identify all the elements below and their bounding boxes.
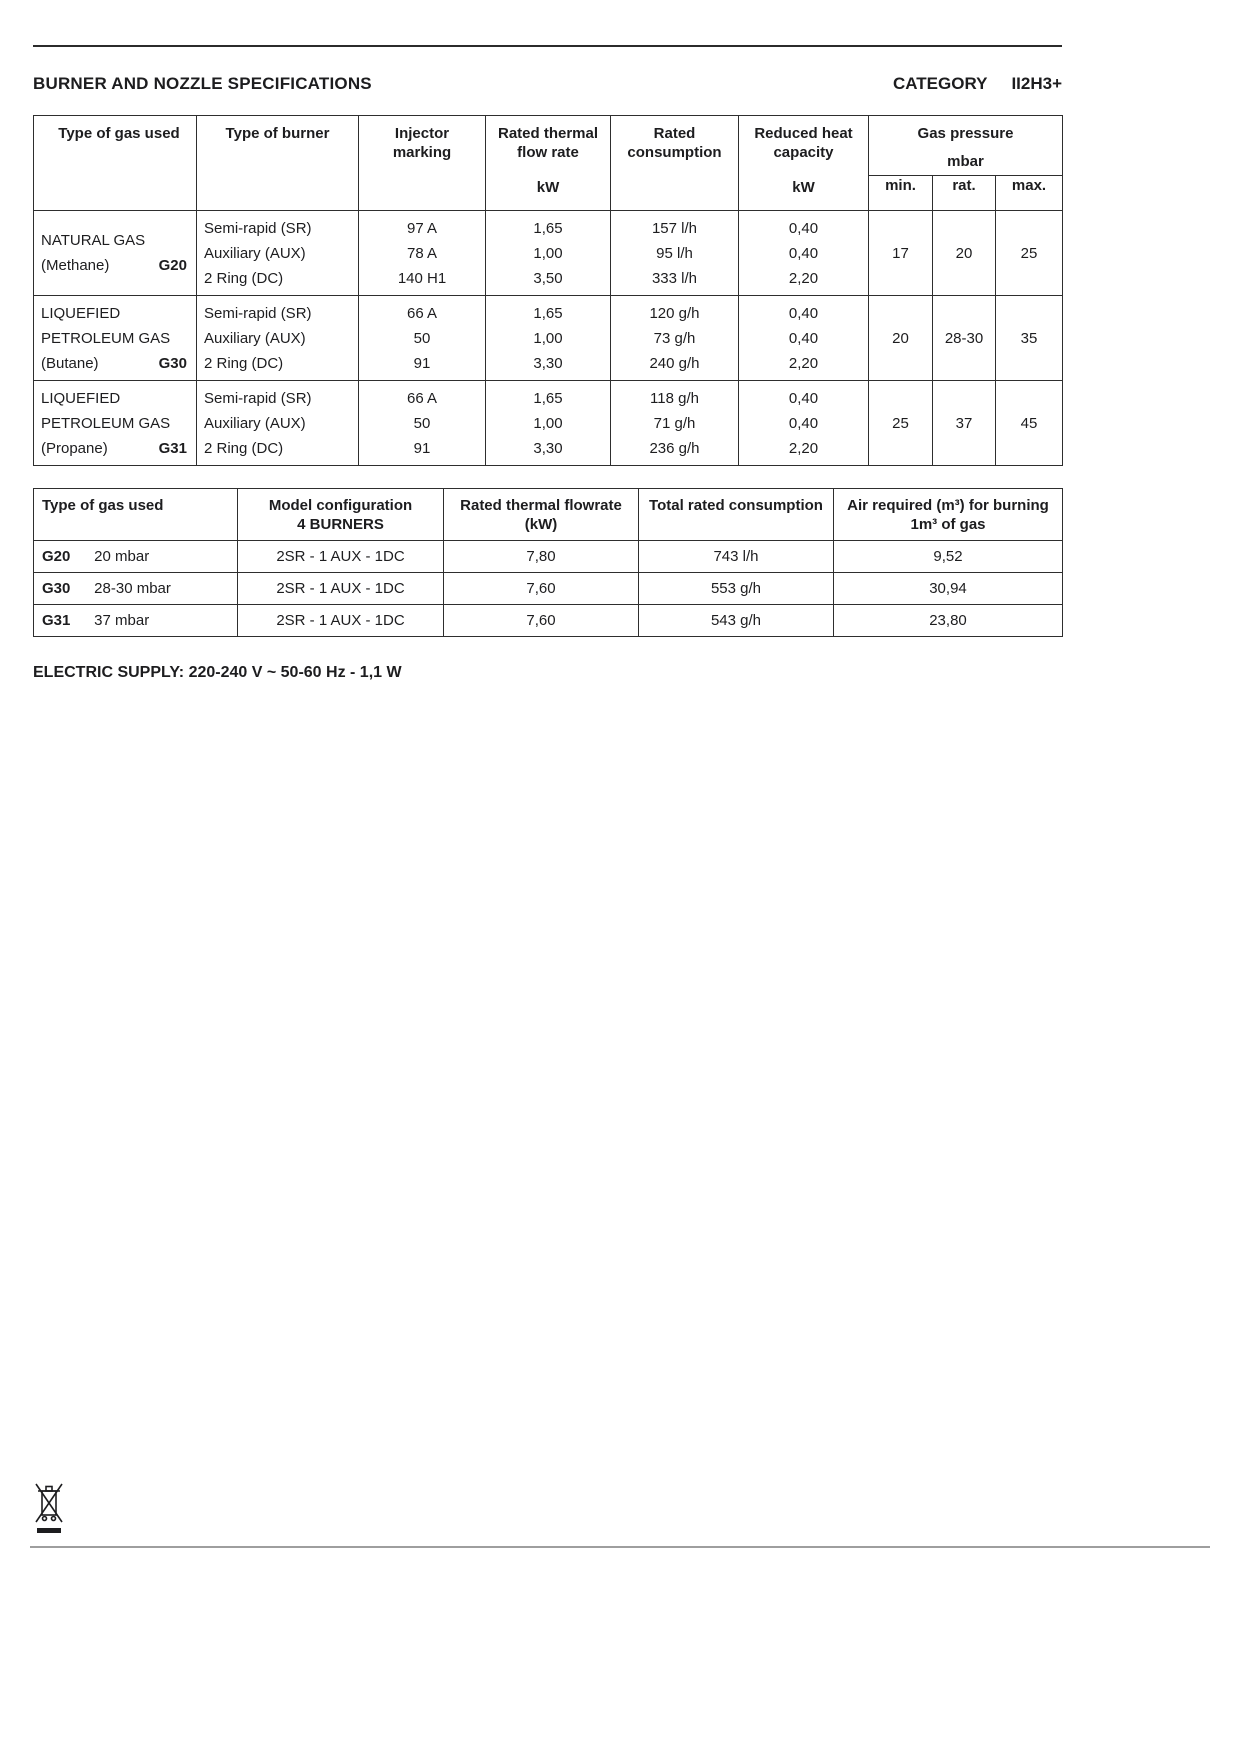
header-line: Model configuration	[268, 497, 413, 514]
col-header-flow-lines	[486, 116, 610, 180]
reduced-capacity-cell	[739, 211, 869, 296]
gas-type-cell	[34, 211, 197, 296]
header-line: Air required (m³) for burning	[847, 497, 1049, 514]
model-consumption-cell: 543 g/h	[639, 605, 834, 637]
consumption-value: 118 g/h	[650, 389, 699, 407]
burner-line: 2 Ring (DC)	[204, 269, 284, 287]
reduced-value: 2,20	[788, 354, 819, 372]
header-line: (kW)	[524, 516, 558, 533]
gas-code: G31	[42, 612, 71, 629]
reduced-capacity-cell	[739, 296, 869, 381]
spec-row-g31	[34, 381, 1063, 466]
reduced-unit-label: kW	[792, 179, 815, 196]
col-header-gas: Type of gas used	[34, 489, 238, 541]
injector-value: 78 A	[406, 244, 438, 262]
reduced-value: 2,20	[788, 439, 819, 457]
burner-spec-table	[33, 115, 1063, 466]
col-header-air	[834, 489, 1063, 541]
model-gas-cell	[34, 573, 238, 605]
consumption-value: 236 g/h	[649, 439, 700, 457]
gas-code: G30	[42, 580, 71, 597]
header-line: Injector	[394, 125, 450, 142]
model-row-g30	[34, 573, 1063, 605]
reduced-value: 0,40	[788, 244, 819, 262]
model-flow-cell: 7,80	[444, 541, 639, 573]
col-header-config	[238, 489, 444, 541]
burner-type-cell	[197, 381, 359, 466]
col-header-reduced	[739, 116, 869, 211]
model-gas-cell	[34, 605, 238, 637]
consumption-value: 71 g/h	[653, 414, 696, 432]
reduced-value: 0,40	[788, 414, 819, 432]
pressure-label: Gas pressure	[917, 125, 1014, 142]
consumption-value: 240 g/h	[649, 354, 700, 372]
gas-code: G31	[158, 439, 187, 457]
burner-line: Semi-rapid (SR)	[204, 304, 312, 322]
gas-code-line	[41, 351, 187, 376]
flow-value: 1,65	[533, 389, 563, 407]
pressure-min-cell: 20	[869, 296, 933, 381]
col-header-min: min.	[869, 176, 933, 211]
injector-marking-cell	[359, 381, 486, 466]
col-header-rat: rat.	[933, 176, 996, 211]
gas-name-line: LIQUEFIED	[41, 304, 121, 322]
gas-code: G30	[158, 354, 187, 372]
burner-line: Auxiliary (AUX)	[204, 244, 306, 262]
consumption-cell	[611, 211, 739, 296]
col-header-reduced-lines	[739, 116, 868, 180]
reduced-value: 0,40	[788, 329, 819, 347]
consumption-cell	[611, 381, 739, 466]
gas-pressure: 20 mbar	[94, 548, 150, 565]
consumption-value: 333 l/h	[651, 269, 698, 287]
col-header-max: max.	[996, 176, 1063, 211]
pressure-unit-label: mbar	[947, 153, 984, 170]
thermal-flow-cell	[486, 381, 611, 466]
injector-value: 91	[413, 354, 431, 372]
gas-name-line: NATURAL GAS	[41, 232, 146, 249]
injector-marking-cell	[359, 211, 486, 296]
pressure-rat-cell: 37	[933, 381, 996, 466]
col-header-burner: Type of burner	[197, 116, 359, 211]
injector-marking-cell	[359, 296, 486, 381]
model-row-g31	[34, 605, 1063, 637]
model-config-table	[33, 488, 1063, 637]
header-line: Rated thermal	[497, 125, 599, 142]
model-air-cell: 23,80	[834, 605, 1063, 637]
consumption-value: 95 l/h	[656, 244, 693, 262]
thermal-flow-cell	[486, 296, 611, 381]
reduced-value: 0,40	[788, 389, 819, 407]
pressure-min-cell: 17	[869, 211, 933, 296]
category-label: CATEGORY	[892, 74, 988, 93]
page-header	[33, 74, 1062, 94]
burner-line: Semi-rapid (SR)	[204, 219, 312, 237]
weee-crossed-bin-icon	[34, 1480, 64, 1536]
gas-pressure: 28-30 mbar	[94, 580, 171, 597]
flow-value: 1,65	[533, 219, 563, 237]
reduced-value: 0,40	[788, 304, 819, 322]
burner-line: Auxiliary (AUX)	[204, 414, 306, 432]
bottom-rule	[30, 1546, 1210, 1548]
model-config-cell: 2SR - 1 AUX - 1DC	[238, 541, 444, 573]
pressure-max-cell: 45	[996, 381, 1063, 466]
gas-name-line: LIQUEFIED	[41, 389, 121, 407]
header-line: Reduced heat	[754, 125, 853, 142]
burner-line: 2 Ring (DC)	[204, 354, 284, 372]
flow-value: 1,00	[533, 244, 563, 262]
spec-header-row	[34, 116, 1063, 176]
injector-value: 97 A	[406, 219, 438, 237]
model-flow-cell: 7,60	[444, 573, 639, 605]
consumption-cell	[611, 296, 739, 381]
col-header-flow	[486, 116, 611, 211]
gas-pressure: 37 mbar	[94, 612, 150, 629]
header-line: capacity	[773, 144, 834, 161]
header-line: 1m³ of gas	[910, 516, 986, 533]
col-header-total-consumption: Total rated consumption	[639, 489, 834, 541]
model-config-cell: 2SR - 1 AUX - 1DC	[238, 573, 444, 605]
injector-value: 50	[413, 329, 431, 347]
spec-row-g20	[34, 211, 1063, 296]
gas-name-line: PETROLEUM GAS	[41, 329, 171, 347]
burner-line: Auxiliary (AUX)	[204, 329, 306, 347]
reduced-value: 0,40	[788, 219, 819, 237]
page-content	[33, 0, 1062, 682]
header-line: flow rate	[517, 144, 579, 161]
page-title: BURNER AND NOZZLE SPECIFICATIONS	[33, 74, 372, 93]
injector-value: 66 A	[406, 304, 438, 322]
model-config-cell: 2SR - 1 AUX - 1DC	[238, 605, 444, 637]
pressure-max-cell: 35	[996, 296, 1063, 381]
reduced-value: 2,20	[788, 269, 819, 287]
gas-type-cell	[34, 296, 197, 381]
burner-type-cell	[197, 296, 359, 381]
gas-code: G20	[42, 548, 71, 565]
header-line: 4 BURNERS	[297, 516, 384, 533]
gas-name-line: PETROLEUM GAS	[41, 414, 171, 432]
burner-line: Semi-rapid (SR)	[204, 389, 312, 407]
consumption-value: 73 g/h	[653, 329, 696, 347]
injector-value: 66 A	[406, 389, 438, 407]
pressure-rat-cell: 28-30	[933, 296, 996, 381]
col-header-consumption	[611, 116, 739, 211]
electric-supply-note: ELECTRIC SUPPLY: 220-240 V ~ 50-60 Hz - 1,1 W	[33, 664, 402, 681]
header-line: marking	[392, 144, 452, 161]
gas-name-line: (Butane)	[41, 354, 99, 372]
flow-value: 1,00	[533, 329, 563, 347]
gas-type-cell	[34, 381, 197, 466]
consumption-value: 120 g/h	[649, 304, 700, 322]
model-flow-cell: 7,60	[444, 605, 639, 637]
burner-line: 2 Ring (DC)	[204, 439, 284, 457]
consumption-value: 157 l/h	[651, 219, 698, 237]
pressure-rat-cell: 20	[933, 211, 996, 296]
flow-value: 3,50	[533, 269, 563, 287]
gas-name-line: (Propane)	[41, 439, 108, 457]
reduced-capacity-cell	[739, 381, 869, 466]
header-line: Rated	[653, 125, 696, 142]
model-header-row	[34, 489, 1063, 541]
gas-name-line: (Methane)	[41, 257, 110, 274]
col-header-consumption-lines	[611, 116, 738, 180]
col-header-injector-lines	[359, 116, 485, 180]
col-header-flowrate	[444, 489, 639, 541]
burner-type-cell	[197, 211, 359, 296]
pressure-min-cell: 25	[869, 381, 933, 466]
gas-code: G20	[158, 257, 187, 274]
flow-value: 1,00	[533, 414, 563, 432]
flow-value: 1,65	[533, 304, 563, 322]
flow-value: 3,30	[533, 439, 563, 457]
flow-value: 3,30	[533, 354, 563, 372]
category-value: II2H3+	[1011, 74, 1062, 93]
gas-code-line	[41, 436, 187, 461]
model-consumption-cell: 743 l/h	[639, 541, 834, 573]
category	[893, 74, 1062, 94]
model-air-cell: 9,52	[834, 541, 1063, 573]
spec-row-g30	[34, 296, 1063, 381]
gas-code-line	[41, 253, 187, 278]
pressure-max-cell: 25	[996, 211, 1063, 296]
header-line: consumption	[627, 144, 722, 161]
top-rule	[33, 45, 1062, 47]
model-consumption-cell: 553 g/h	[639, 573, 834, 605]
flow-unit-label: kW	[536, 179, 560, 196]
injector-value: 140 H1	[397, 269, 447, 287]
model-gas-cell	[34, 541, 238, 573]
col-header-pressure	[869, 116, 1063, 176]
thermal-flow-cell	[486, 211, 611, 296]
injector-value: 50	[413, 414, 431, 432]
injector-value: 91	[413, 439, 431, 457]
header-line: Rated thermal flowrate	[460, 497, 622, 514]
col-header-injector	[359, 116, 486, 211]
col-header-gas: Type of gas used	[34, 116, 197, 211]
model-air-cell: 30,94	[834, 573, 1063, 605]
model-row-g20	[34, 541, 1063, 573]
